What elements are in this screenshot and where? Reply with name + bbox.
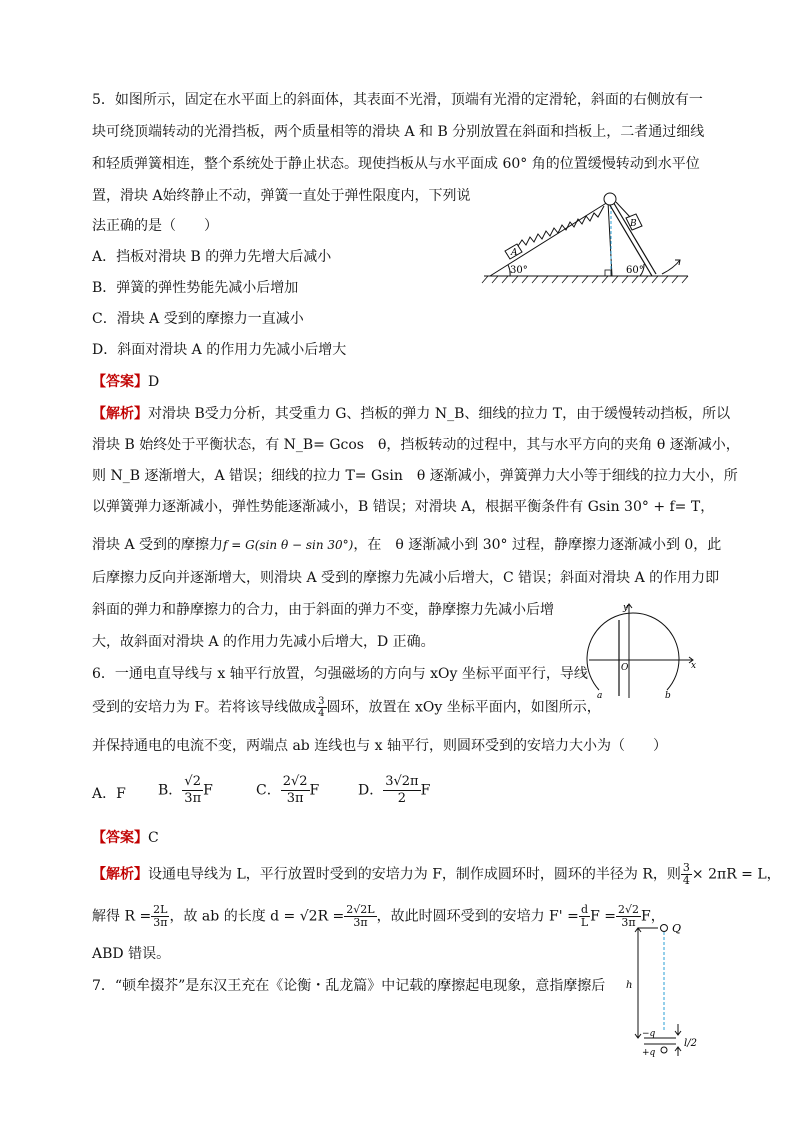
q6-option-d: D． $\frac{3√2\pi}{2}$ F: [358, 774, 431, 806]
half-l-label: l/2: [684, 1038, 697, 1049]
q6-option-b: B． $\frac{√2}{3\pi}$ F: [158, 774, 213, 806]
q5-analysis-2: 滑块 B 始终处于平衡状态，有 N_B= Gcos θ，挡板转动的过程中，其与水平方向的夹角 θ 逐渐减小，: [92, 437, 740, 453]
q6-line-2: [92, 696, 601, 719]
answer-tag: 【答案】: [92, 374, 148, 390]
charge-figure: [620, 918, 730, 1058]
q5-line-1: 5．如图所示，固定在水平面上的斜面体，其表面不光滑，顶端有光滑的定滑轮，斜面的右侧放有一: [92, 92, 703, 108]
q5-option-d: D．斜面对滑块 A 的作用力先减小后增大: [92, 342, 347, 358]
analysis-text: 对滑块 B受力分析，其受重力 G、挡板的弹力 N_B、细线的拉力 T，由于缓慢转动挡板，所以: [148, 406, 731, 422]
q5-analysis-3: 则 N_B 逐渐增大，A 错误；细线的拉力 T= Gsin θ 逐渐减小，弹簧弹力大小等于细线的拉力大小，所: [92, 468, 738, 484]
plus-q-label: +q: [642, 1048, 656, 1058]
q5-option-b: B．弹簧的弹性势能先减小后增加: [92, 280, 299, 296]
analysis-text: 滑块 A 受到的摩擦力: [92, 537, 224, 553]
analysis-text: ，在 θ 逐渐减小到 30° 过程，静摩擦力逐渐减小到 0，此: [353, 537, 722, 553]
q7-line-1: 7．“顿牟掇芥”是东汉王充在《论衡・乱龙篇》中记载的摩擦起电现象，意指摩擦后: [92, 978, 606, 994]
q5-option-c: C．滑块 A 受到的摩擦力一直减小: [92, 311, 304, 327]
point-b: b: [665, 691, 671, 700]
analysis-text: × 2πR = L，: [691, 866, 781, 883]
axis-y: y: [623, 603, 629, 613]
charge-q-label: Q: [672, 922, 682, 935]
analysis-tag: 【解析】: [92, 406, 148, 422]
q5-line-4: 置，滑块 A始终静止不动，弹簧一直处于弹性限度内，下列说: [92, 188, 471, 204]
q5-analysis-1: [92, 404, 730, 424]
q5-analysis-5: [92, 535, 721, 555]
minus-q-label: −q: [642, 1029, 656, 1039]
q5-option-a: A．挡板对滑块 B 的弹力先增大后减小: [92, 249, 332, 265]
q6-option-c: C． $\frac{2√2}{3\pi}$ F: [256, 774, 320, 806]
analysis-tag: 【解析】: [92, 866, 148, 883]
q6-text: 圆环，放置在 xOy 坐标平面内，如图所示，: [326, 699, 601, 716]
q5-line-2: 块可绕顶端转动的光滑挡板，两个质量相等的滑块 A 和 B 分别放置在斜面和挡板上，二者通过细线: [92, 124, 705, 140]
answer-tag: 【答案】: [92, 830, 148, 846]
point-a: a: [597, 691, 603, 700]
q6-line-3: 并保持通电的电流不变，两端点 ab 连线也与 x 轴平行，则圆环受到的安培力大小为（ ）: [92, 738, 668, 754]
label-a: A: [511, 248, 518, 258]
angle-30: 30°: [510, 265, 528, 276]
fraction-three-quarters: $\frac{3}{4}$: [318, 696, 325, 719]
q5-analysis-7: 斜面的弹力和静摩擦力的合力，由于斜面的弹力不变，静摩擦力先减小后增: [92, 602, 554, 618]
q6-analysis-1: 【解析】设通电导线为 L，平行放置时受到的安培力为 F，制作成圆环时，圆环的半径为 R，则 $\frac{3}{4}$ × 2πR = L，: [92, 861, 781, 887]
circle-figure: [585, 600, 700, 700]
q6-option-a: A．F: [92, 786, 126, 802]
origin-o: O: [621, 663, 629, 673]
incline-figure: [480, 180, 700, 290]
q5-answer: [92, 372, 159, 392]
answer-value: D: [148, 374, 160, 390]
q5-analysis-4: 以弹簧弹力逐渐减小，弹性势能逐渐减小，B 错误；对滑块 A，根据平衡条件有 Gsin 30° + f= T，: [92, 499, 715, 515]
axis-x: x: [691, 661, 697, 671]
q5-line-5: 法正确的是（ ）: [92, 218, 218, 234]
answer-value: C: [148, 830, 159, 846]
q5-analysis-8: 大，故斜面对滑块 A 的作用力先减小后增大，D 正确。: [92, 634, 435, 650]
q6-analysis-2: 解得 R = $\frac{2L}{3\pi}$ ，故 ab 的长度 d = √2R = $\frac{2√2L}{3\pi}$ ，故此时圆环受到的安培力 F' = $\frac{d}{L}$ F = $\frac{2√2}{3\pi}$ F，: [92, 903, 665, 929]
q6-analysis-3: ABD 错误。: [92, 946, 171, 962]
q5-line-3: 和轻质弹簧相连，整个系统处于静止状态。现使挡板从与水平面成 60° 角的位置缓慢转动到水平位: [92, 156, 700, 172]
analysis-text: 设通电导线为 L，平行放置时受到的安培力为 F，制作成圆环时，圆环的半径为 R，则: [148, 866, 681, 883]
q6-text: 受到的安培力为 F。若将该导线做成: [92, 699, 317, 716]
q6-answer: [92, 828, 159, 848]
height-h-label: h: [626, 980, 633, 991]
friction-formula: f = G(sin θ − sin 30°): [223, 538, 354, 552]
q5-analysis-6: 后摩擦力反向并逐渐增大，则滑块 A 受到的摩擦力先减小后增大，C 错误；斜面对滑块 A 的作用力即: [92, 570, 720, 586]
q6-line-1: 6．一通电直导线与 x 轴平行放置，匀强磁场的方向与 xOy 坐标平面平行，导线: [92, 666, 588, 682]
label-b: B: [630, 219, 637, 229]
angle-60: 60°: [626, 265, 644, 276]
